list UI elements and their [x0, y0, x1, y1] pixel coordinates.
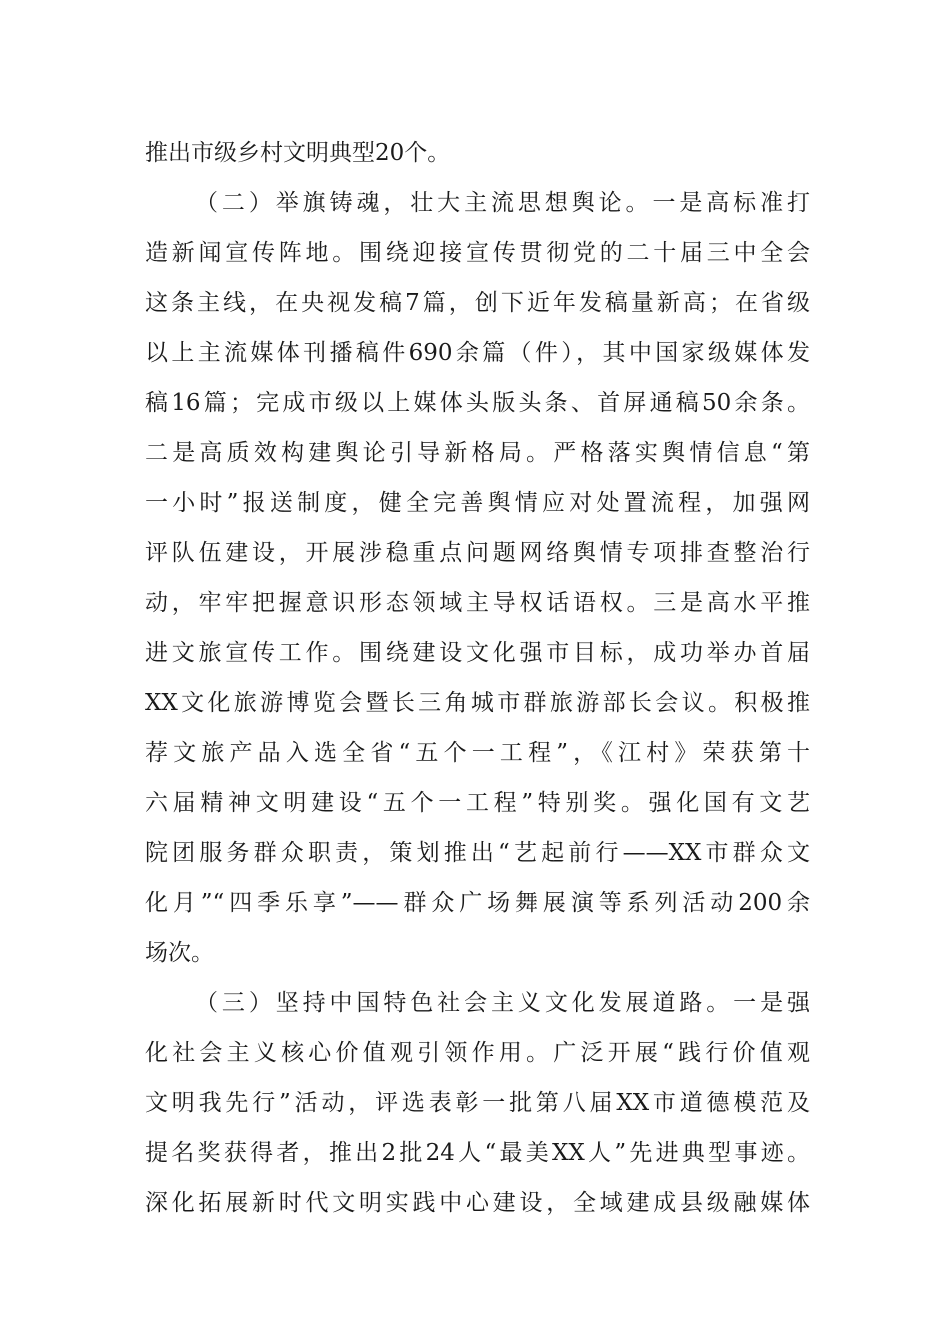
text-line: 化月”“四季乐享”——群众广场舞展演等系列活动200余: [145, 890, 810, 916]
text-line: 一小时”报送制度，健全完善舆情应对处置流程，加强网: [145, 490, 810, 516]
section-heading-line: （三）坚持中国特色社会主义文化发展道路。一是强: [195, 990, 810, 1016]
text-line: 推出市级乡村文明典型20个。: [145, 140, 451, 166]
text-line: 这条主线，在央视发稿7篇，创下近年发稿量新高；在省级: [145, 290, 810, 316]
text-line: 六届精神文明建设“五个一工程”特别奖。强化国有文艺: [145, 790, 810, 816]
text-line: 评队伍建设，开展涉稳重点问题网络舆情专项排查整治行: [145, 540, 810, 566]
text-line: 提名奖获得者，推出2批24人“最美XX人”先进典型事迹。: [145, 1140, 810, 1166]
text-line: 稿16篇；完成市级以上媒体头版头条、首屏通稿50余条。: [145, 390, 810, 416]
text-line: 深化拓展新时代文明实践中心建设，全域建成县级融媒体: [145, 1190, 810, 1216]
section-heading-line: （二）举旗铸魂，壮大主流思想舆论。一是高标准打: [195, 190, 810, 216]
text-line: 文明我先行”活动，评选表彰一批第八届XX市道德模范及: [145, 1090, 810, 1116]
text-line: 进文旅宣传工作。围绕建设文化强市目标，成功举办首届: [145, 640, 810, 666]
text-line: 场次。: [145, 940, 214, 966]
text-line: 二是高质效构建舆论引导新格局。严格落实舆情信息“第: [145, 440, 810, 466]
text-line: 化社会主义核心价值观引领作用。广泛开展“践行价值观: [145, 1040, 810, 1066]
text-line: 造新闻宣传阵地。围绕迎接宣传贯彻党的二十届三中全会: [145, 240, 810, 266]
text-line: 荐文旅产品入选全省“五个一工程”，《江村》荣获第十: [145, 740, 810, 766]
text-line: 院团服务群众职责，策划推出“艺起前行——XX市群众文: [145, 840, 810, 866]
text-line: XX文化旅游博览会暨长三角城市群旅游部长会议。积极推: [145, 690, 810, 716]
text-line: 以上主流媒体刊播稿件690余篇（件），其中国家级媒体发: [145, 340, 810, 366]
text-line: 动，牢牢把握意识形态领域主导权话语权。三是高水平推: [145, 590, 810, 616]
